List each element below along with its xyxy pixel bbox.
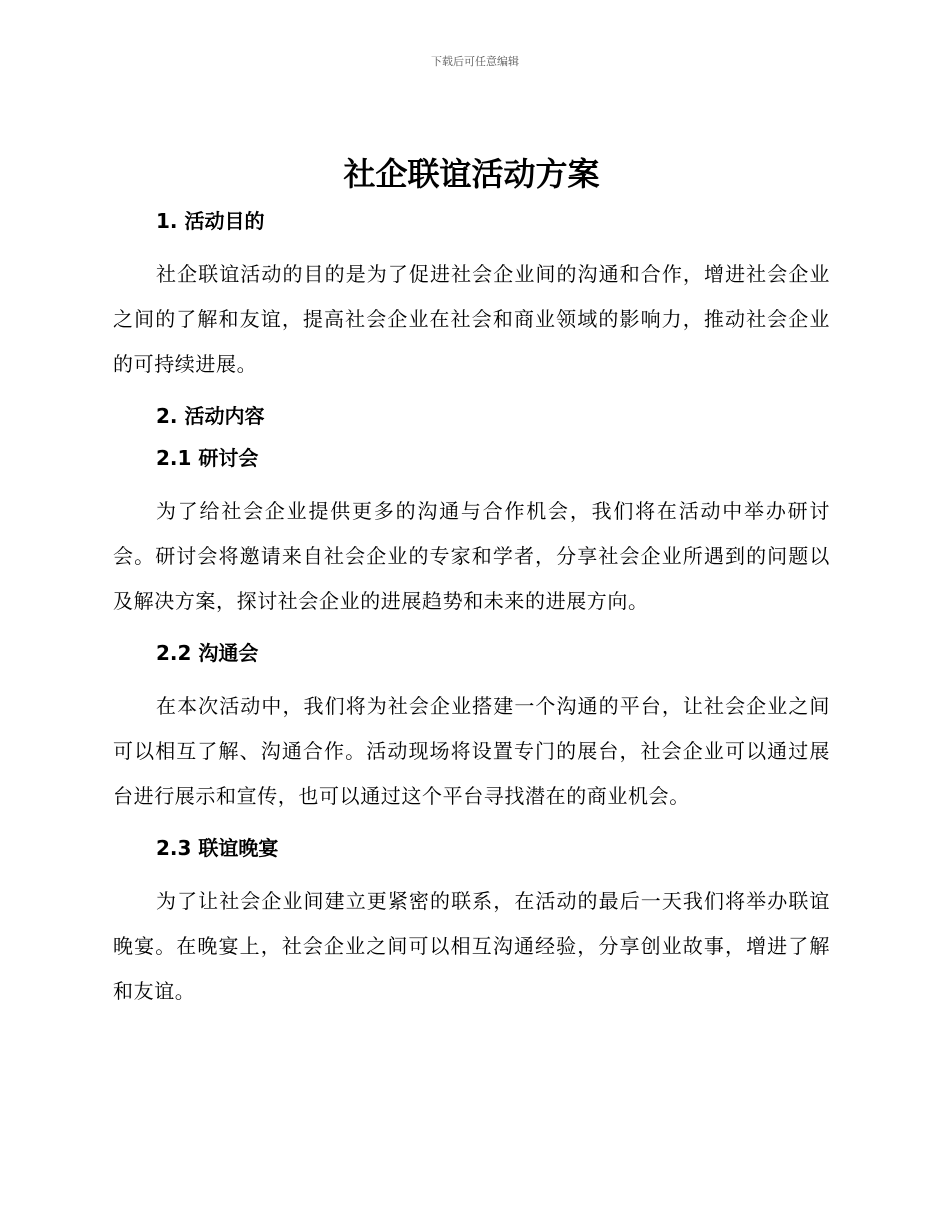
section-heading-content: 2. 活动内容: [156, 404, 265, 428]
paragraph-purpose: 社企联谊活动的目的是为了促进社会企业间的沟通和合作，增进社会企业之间的了解和友谊，提高社会企业在社会和商业领域的影响力，推动社会企业的可持续进展。: [113, 262, 830, 376]
section-heading-seminar: 2.1 研讨会: [156, 446, 259, 470]
paragraph-seminar: 为了给社会企业提供更多的沟通与合作机会，我们将在活动中举办研讨会。研讨会将邀请来自社会企业的专家和学者，分享社会企业所遇到的问题以及解决方案，探讨社会企业的进展趋势和未来的进展方向。: [113, 499, 830, 613]
page-header-note: 下载后可任意编辑: [431, 55, 519, 68]
paragraph-exchange: 在本次活动中，我们将为社会企业搭建一个沟通的平台，让社会企业之间可以相互了解、沟通合作。活动现场将设置专门的展台，社会企业可以通过展台进行展示和宣传，也可以通过这个平台寻找潜在的商业机会。: [113, 694, 830, 808]
section-heading-exchange: 2.2 沟通会: [156, 641, 259, 665]
section-heading-purpose: 1. 活动目的: [156, 209, 265, 233]
document-body: [113, 150, 830, 1022]
document-title: 社企联谊活动方案: [343, 155, 600, 193]
section-heading-banquet: 2.3 联谊晚宴: [156, 836, 279, 860]
paragraph-banquet: 为了让社会企业间建立更紧密的联系，在活动的最后一天我们将举办联谊晚宴。在晚宴上，社会企业之间可以相互沟通经验，分享创业故事，增进了解和友谊。: [113, 889, 830, 1003]
